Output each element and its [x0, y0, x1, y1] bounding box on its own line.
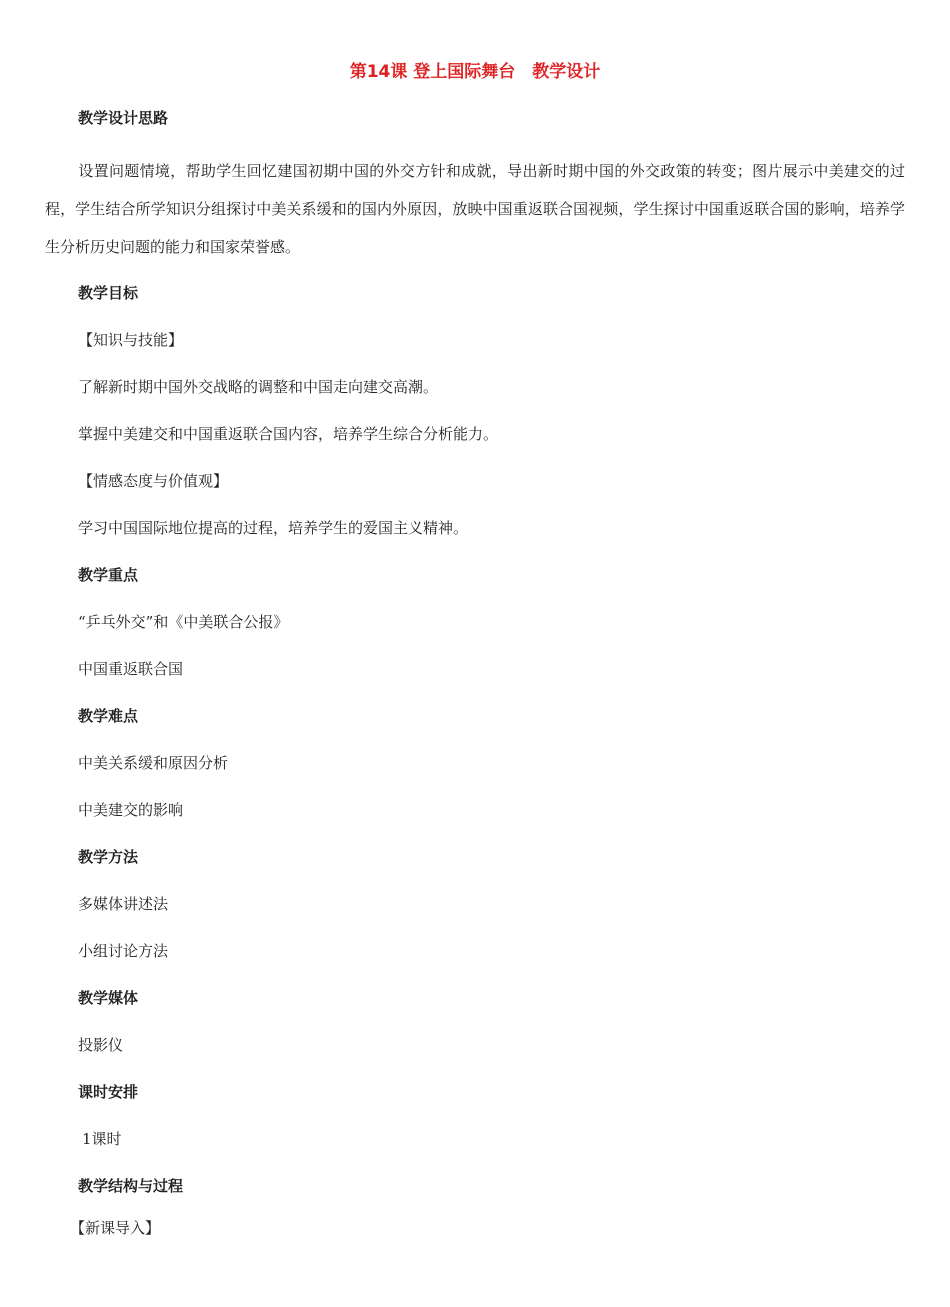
goals-heading: 教学目标	[78, 284, 139, 302]
media-heading: 教学媒体	[78, 989, 139, 1007]
difficulty-item: 中美建交的影响	[78, 801, 184, 819]
knowledge-item: 掌握中美建交和中国重返联合国内容，培养学生综合分析能力。	[78, 425, 499, 443]
methods-heading: 教学方法	[78, 848, 139, 866]
media-item: 投影仪	[78, 1036, 124, 1054]
method-item: 多媒体讲述法	[78, 895, 169, 913]
design-heading: 教学设计思路	[78, 109, 169, 127]
design-text: 设置问题情境，帮助学生回忆建国初期中国的外交方针和成就，导出新时期中国的外交政策的转变；图片展示中美建交的过程，学生结合所学知识分组探讨中美关系缓和的国内外原因，放映中国重返联合国视频，学生探讨中国重返联合国的影响，培养学生分析历史问题的能力和国家荣誉感。	[45, 162, 905, 256]
design-paragraph	[45, 152, 905, 266]
knowledge-label: 【知识与技能】	[78, 331, 184, 349]
difficulties-heading: 教学难点	[78, 707, 139, 725]
knowledge-item: 了解新时期中国外交战略的调整和中国走向建交高潮。	[78, 378, 439, 396]
page-title: 第14课 登上国际舞台 教学设计	[349, 62, 601, 82]
schedule-item: 1课时	[82, 1130, 122, 1148]
method-item: 小组讨论方法	[78, 942, 169, 960]
new-lesson-section-label: 【新课导入】	[70, 1219, 161, 1237]
emotion-label: 【情感态度与价值观】	[78, 472, 229, 490]
emotion-item: 学习中国国际地位提高的过程，培养学生的爱国主义精神。	[78, 519, 469, 537]
key-point-item: “乒乓外交”和《中美联合公报》	[78, 613, 289, 631]
key-points-heading: 教学重点	[78, 566, 139, 584]
key-point-item: 中国重返联合国	[78, 660, 184, 678]
schedule-heading: 课时安排	[78, 1083, 139, 1101]
difficulty-item: 中美关系缓和原因分析	[78, 754, 229, 772]
structure-heading: 教学结构与过程	[78, 1177, 184, 1195]
